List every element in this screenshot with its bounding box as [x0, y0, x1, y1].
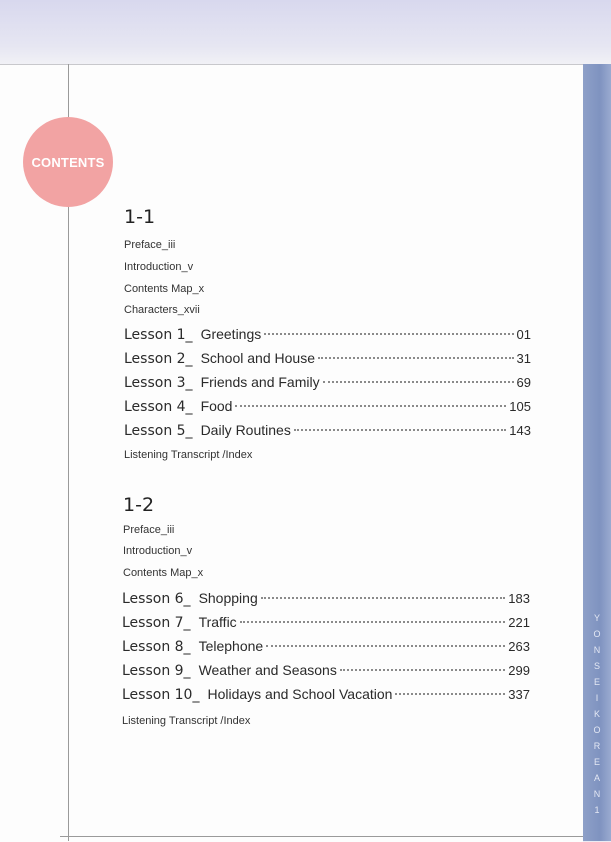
lesson-number: Lesson 7_: [122, 615, 191, 631]
toc-item-contents-map[interactable]: Contents Map_x: [123, 567, 204, 579]
toc-item-preface[interactable]: Preface_iii: [124, 239, 176, 251]
dot-leader: [340, 669, 505, 671]
toc-item-preface[interactable]: Preface_iii: [123, 524, 175, 536]
contents-badge: [23, 117, 113, 207]
lesson-number: Lesson 8_: [122, 639, 191, 655]
lesson-number: Lesson 6_: [122, 591, 191, 607]
side-letter: K: [593, 709, 600, 719]
toc-lesson-row[interactable]: [124, 326, 531, 343]
toc-lesson-row[interactable]: [122, 638, 530, 655]
toc-lesson-row[interactable]: [124, 422, 531, 439]
lesson-title: Greetings: [200, 326, 262, 342]
dot-leader: [318, 357, 514, 359]
lesson-title: Telephone: [198, 638, 264, 654]
side-letter: O: [593, 725, 601, 735]
lesson-page: 337: [508, 687, 530, 702]
dot-leader: [235, 405, 506, 407]
lesson-title: Friends and Family: [200, 374, 320, 390]
lesson-title: Weather and Seasons: [198, 662, 337, 678]
lesson-number: Lesson 5_: [124, 423, 193, 439]
lesson-page: 105: [509, 399, 531, 414]
toc-lesson-row[interactable]: [124, 350, 531, 367]
toc-item-listening-transcript[interactable]: Listening Transcript /Index: [122, 715, 251, 727]
dot-leader: [261, 597, 506, 599]
dot-leader: [266, 645, 505, 647]
bottom-rule: [60, 836, 583, 837]
side-letter: S: [593, 661, 600, 671]
side-band-text: [583, 610, 611, 818]
side-letter: I: [595, 693, 599, 703]
toc-item-contents-map[interactable]: Contents Map_x: [124, 283, 205, 295]
side-letter: R: [593, 741, 601, 751]
lesson-title: Holidays and School Vacation: [207, 686, 393, 702]
toc-item-listening-transcript[interactable]: Listening Transcript /Index: [124, 449, 253, 461]
lesson-title: Daily Routines: [200, 422, 291, 438]
lesson-number: Lesson 4_: [124, 399, 193, 415]
side-letter: N: [593, 789, 601, 799]
lesson-number: Lesson 3_: [124, 375, 193, 391]
lesson-page: 221: [508, 615, 530, 630]
lesson-title: Shopping: [198, 590, 258, 606]
section-heading: 1-2: [123, 494, 155, 516]
lesson-page: 69: [516, 375, 531, 390]
contents-badge-label: CONTENTS: [31, 154, 105, 170]
toc-item-introduction[interactable]: Introduction_v: [123, 545, 193, 557]
toc-lesson-row[interactable]: [124, 374, 531, 391]
lesson-title: Traffic: [198, 614, 237, 630]
side-letter: O: [593, 629, 601, 639]
toc-lesson-row[interactable]: [122, 614, 530, 631]
dot-leader: [323, 381, 514, 383]
side-letter: 1: [594, 805, 600, 815]
toc-lesson-row[interactable]: [122, 686, 530, 703]
lesson-page: 31: [516, 351, 531, 366]
lesson-title: School and House: [200, 350, 315, 366]
side-letter: E: [593, 677, 600, 687]
side-letter: E: [593, 757, 600, 767]
scan-top-strip: [0, 0, 611, 66]
lesson-number: Lesson 1_: [124, 327, 193, 343]
toc-lesson-row[interactable]: [122, 590, 530, 607]
lesson-page: 183: [508, 591, 530, 606]
lesson-page: 143: [509, 423, 531, 438]
toc-lesson-row[interactable]: [122, 662, 530, 679]
dot-leader: [294, 429, 506, 431]
toc-item-characters[interactable]: Characters_xvii: [124, 304, 200, 316]
toc-item-introduction[interactable]: Introduction_v: [124, 261, 194, 273]
side-letter: Y: [593, 613, 600, 623]
side-letter: N: [593, 645, 601, 655]
lesson-number: Lesson 2_: [124, 351, 193, 367]
dot-leader: [240, 621, 506, 623]
dot-leader: [395, 693, 505, 695]
lesson-page: 299: [508, 663, 530, 678]
section-heading: 1-1: [124, 206, 156, 228]
lesson-title: Food: [200, 398, 233, 414]
lesson-number: Lesson 9_: [122, 663, 191, 679]
dot-leader: [264, 333, 513, 335]
lesson-page: 263: [508, 639, 530, 654]
lesson-page: 01: [516, 327, 531, 342]
lesson-number: Lesson 10_: [122, 687, 200, 703]
toc-lesson-row[interactable]: [124, 398, 531, 415]
side-letter: A: [593, 773, 600, 783]
